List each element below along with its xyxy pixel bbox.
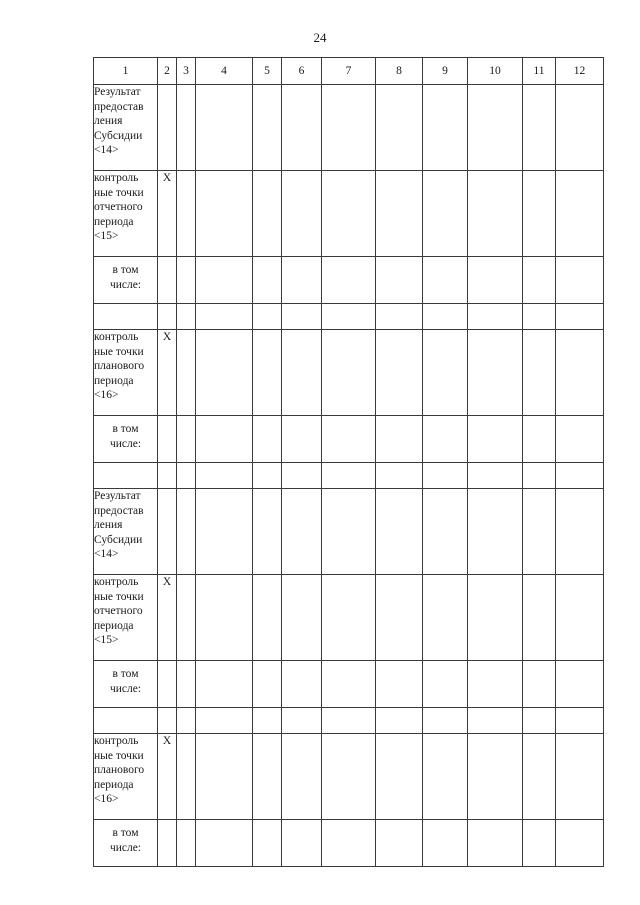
data-cell xyxy=(322,304,376,330)
data-cell xyxy=(282,304,322,330)
data-cell xyxy=(523,416,556,463)
data-cell xyxy=(376,257,423,304)
column-2-cell: X xyxy=(158,171,177,257)
data-cell xyxy=(423,734,468,820)
data-cell xyxy=(468,171,523,257)
row-label-line: числе: xyxy=(109,841,142,854)
row-label-line: периода xyxy=(94,778,134,791)
data-cell xyxy=(196,820,253,867)
data-cell xyxy=(282,489,322,575)
data-cell xyxy=(196,575,253,661)
table-row xyxy=(94,330,604,416)
data-cell xyxy=(423,330,468,416)
data-cell xyxy=(556,416,604,463)
data-cell xyxy=(468,708,523,734)
table-row xyxy=(94,820,604,867)
row-label-line: <16> xyxy=(94,389,119,401)
row-label-line: Результат xyxy=(94,86,141,98)
row-label-line: Субсидии xyxy=(94,129,143,142)
row-label-line: предостав xyxy=(94,504,144,517)
row-label-line: контроль xyxy=(94,735,139,747)
column-header: 2 xyxy=(158,58,177,85)
row-label-line: Результат xyxy=(94,490,141,502)
data-cell xyxy=(523,575,556,661)
row-label-line: предостав xyxy=(94,100,144,113)
data-cell xyxy=(556,304,604,330)
data-cell xyxy=(322,330,376,416)
data-cell xyxy=(177,661,196,708)
data-cell xyxy=(423,661,468,708)
data-cell xyxy=(523,85,556,171)
data-cell xyxy=(468,257,523,304)
data-cell xyxy=(282,734,322,820)
data-cell xyxy=(556,575,604,661)
data-cell xyxy=(376,734,423,820)
row-label-line: ные точки xyxy=(94,345,144,358)
data-cell xyxy=(253,575,282,661)
data-cell xyxy=(282,171,322,257)
data-cell xyxy=(196,463,253,489)
data-cell xyxy=(253,85,282,171)
row-label-cell xyxy=(94,171,158,257)
data-cell xyxy=(523,708,556,734)
data-cell xyxy=(282,575,322,661)
data-cell xyxy=(423,820,468,867)
column-2-cell xyxy=(158,708,177,734)
data-cell xyxy=(196,708,253,734)
data-cell xyxy=(523,820,556,867)
data-cell xyxy=(523,171,556,257)
column-2-cell: X xyxy=(158,575,177,661)
data-cell xyxy=(282,661,322,708)
table-row xyxy=(94,489,604,575)
row-label-line: отчетного xyxy=(94,605,143,617)
row-label-cell xyxy=(94,257,158,304)
data-cell xyxy=(196,734,253,820)
data-cell xyxy=(253,416,282,463)
column-2-cell xyxy=(158,85,177,171)
data-cell xyxy=(196,489,253,575)
data-cell xyxy=(282,416,322,463)
data-cell xyxy=(376,820,423,867)
data-cell xyxy=(423,489,468,575)
data-cell xyxy=(376,85,423,171)
column-header: 3 xyxy=(177,58,196,85)
column-2-cell: X xyxy=(158,734,177,820)
data-cell xyxy=(282,85,322,171)
column-header: 10 xyxy=(468,58,523,85)
data-cell xyxy=(423,304,468,330)
data-cell xyxy=(376,416,423,463)
data-cell xyxy=(253,330,282,416)
data-cell xyxy=(177,734,196,820)
row-label-line: ные точки xyxy=(94,186,144,199)
data-cell xyxy=(468,489,523,575)
data-cell xyxy=(376,171,423,257)
data-cell xyxy=(468,330,523,416)
data-cell xyxy=(523,330,556,416)
table-row xyxy=(94,463,604,489)
data-cell xyxy=(468,416,523,463)
data-cell xyxy=(177,330,196,416)
data-cell xyxy=(523,304,556,330)
data-cell xyxy=(468,304,523,330)
row-label-cell xyxy=(94,85,158,171)
table-row xyxy=(94,708,604,734)
data-cell xyxy=(556,85,604,171)
row-label-cell xyxy=(94,463,158,489)
data-cell xyxy=(322,575,376,661)
column-header: 5 xyxy=(253,58,282,85)
row-label-line: <15> xyxy=(94,230,119,242)
data-cell xyxy=(322,661,376,708)
data-cell xyxy=(177,416,196,463)
row-label-line: планового xyxy=(94,764,145,776)
row-label-line: Субсидии xyxy=(94,533,143,546)
data-cell xyxy=(322,708,376,734)
data-cell xyxy=(556,171,604,257)
data-cell xyxy=(423,416,468,463)
data-cell xyxy=(196,257,253,304)
data-cell xyxy=(523,463,556,489)
data-cell xyxy=(253,304,282,330)
row-label-line: периода xyxy=(94,215,134,228)
column-2-cell xyxy=(158,304,177,330)
data-cell xyxy=(376,304,423,330)
column-2-cell xyxy=(158,820,177,867)
row-label-line: <14> xyxy=(94,548,119,560)
row-label-line: контроль xyxy=(94,331,139,343)
column-2-cell xyxy=(158,489,177,575)
table-row xyxy=(94,734,604,820)
row-label-line: контроль xyxy=(94,172,139,184)
data-cell xyxy=(177,257,196,304)
row-label-line: планового xyxy=(94,360,145,372)
table-row xyxy=(94,85,604,171)
data-cell xyxy=(423,708,468,734)
column-number-row xyxy=(94,58,604,85)
data-cell xyxy=(423,575,468,661)
row-label-line: периода xyxy=(94,619,134,632)
data-cell xyxy=(556,257,604,304)
column-2-cell xyxy=(158,661,177,708)
column-2-cell xyxy=(158,463,177,489)
row-label-line: <16> xyxy=(94,793,119,805)
table-row xyxy=(94,171,604,257)
row-label-cell xyxy=(94,304,158,330)
data-cell xyxy=(556,489,604,575)
data-cell xyxy=(376,489,423,575)
row-label-line: контроль xyxy=(94,576,139,588)
data-cell xyxy=(556,820,604,867)
data-cell xyxy=(376,708,423,734)
row-label-cell xyxy=(94,575,158,661)
data-cell xyxy=(556,661,604,708)
table-row xyxy=(94,416,604,463)
table-row xyxy=(94,575,604,661)
data-cell xyxy=(322,171,376,257)
data-cell xyxy=(177,820,196,867)
column-header: 11 xyxy=(523,58,556,85)
column-2-cell xyxy=(158,416,177,463)
data-cell xyxy=(177,463,196,489)
row-label-line: ные точки xyxy=(94,749,144,762)
data-cell xyxy=(556,708,604,734)
page-number: 24 xyxy=(313,30,327,45)
data-cell xyxy=(253,820,282,867)
data-cell xyxy=(556,734,604,820)
row-label-line: ления xyxy=(94,115,123,127)
data-cell xyxy=(177,708,196,734)
column-header: 12 xyxy=(556,58,604,85)
row-label-line: ления xyxy=(94,519,123,531)
column-2-cell xyxy=(158,257,177,304)
row-label-cell xyxy=(94,489,158,575)
row-label-line: числе: xyxy=(109,682,142,695)
data-cell xyxy=(282,463,322,489)
data-cell xyxy=(423,171,468,257)
row-label-line: <15> xyxy=(94,634,119,646)
data-cell xyxy=(376,463,423,489)
data-cell xyxy=(196,661,253,708)
data-cell xyxy=(523,734,556,820)
data-cell xyxy=(196,85,253,171)
data-cell xyxy=(423,85,468,171)
column-header: 8 xyxy=(376,58,423,85)
data-cell xyxy=(196,330,253,416)
data-cell xyxy=(253,734,282,820)
data-cell xyxy=(376,330,423,416)
column-2-cell: X xyxy=(158,330,177,416)
row-label-line: в том xyxy=(112,827,139,839)
row-label-cell xyxy=(94,820,158,867)
data-cell xyxy=(322,734,376,820)
data-cell xyxy=(468,463,523,489)
data-cell xyxy=(523,489,556,575)
data-cell xyxy=(423,257,468,304)
data-cell xyxy=(282,708,322,734)
row-label-line: ные точки xyxy=(94,590,144,603)
row-label-line: числе: xyxy=(109,437,142,450)
data-cell xyxy=(376,575,423,661)
data-cell xyxy=(253,171,282,257)
row-label-line: периода xyxy=(94,374,134,387)
data-cell xyxy=(253,489,282,575)
row-label-cell xyxy=(94,708,158,734)
data-cell xyxy=(177,304,196,330)
column-header: 6 xyxy=(282,58,322,85)
data-cell xyxy=(468,85,523,171)
data-cell xyxy=(177,171,196,257)
row-label-cell xyxy=(94,330,158,416)
data-cell xyxy=(322,416,376,463)
data-cell xyxy=(322,820,376,867)
column-header: 4 xyxy=(196,58,253,85)
data-cell xyxy=(468,575,523,661)
row-label-line: <14> xyxy=(94,144,119,156)
table-row xyxy=(94,304,604,330)
row-label-line: в том xyxy=(112,264,139,276)
data-cell xyxy=(177,575,196,661)
report-table xyxy=(93,57,604,867)
row-label-line: в том xyxy=(112,668,139,680)
data-cell xyxy=(282,330,322,416)
data-cell xyxy=(523,661,556,708)
data-cell xyxy=(282,257,322,304)
data-cell xyxy=(253,257,282,304)
row-label-line: в том xyxy=(112,423,139,435)
row-label-cell xyxy=(94,734,158,820)
data-cell xyxy=(253,463,282,489)
data-cell xyxy=(322,257,376,304)
data-cell xyxy=(423,463,468,489)
table-row xyxy=(94,661,604,708)
data-cell xyxy=(322,489,376,575)
data-cell xyxy=(556,330,604,416)
data-cell xyxy=(253,708,282,734)
data-cell xyxy=(322,463,376,489)
data-cell xyxy=(177,489,196,575)
data-cell xyxy=(468,820,523,867)
row-label-line: отчетного xyxy=(94,201,143,213)
row-label-cell xyxy=(94,416,158,463)
data-cell xyxy=(253,661,282,708)
data-cell xyxy=(282,820,322,867)
column-header: 9 xyxy=(423,58,468,85)
row-label-cell xyxy=(94,661,158,708)
column-header: 1 xyxy=(94,58,158,85)
data-cell xyxy=(523,257,556,304)
column-header: 7 xyxy=(322,58,376,85)
data-cell xyxy=(322,85,376,171)
data-cell xyxy=(177,85,196,171)
data-cell xyxy=(196,171,253,257)
data-cell xyxy=(468,661,523,708)
row-label-line: числе: xyxy=(109,278,142,291)
data-cell xyxy=(468,734,523,820)
data-cell xyxy=(556,463,604,489)
data-cell xyxy=(376,661,423,708)
table-row xyxy=(94,257,604,304)
data-cell xyxy=(196,304,253,330)
data-cell xyxy=(196,416,253,463)
